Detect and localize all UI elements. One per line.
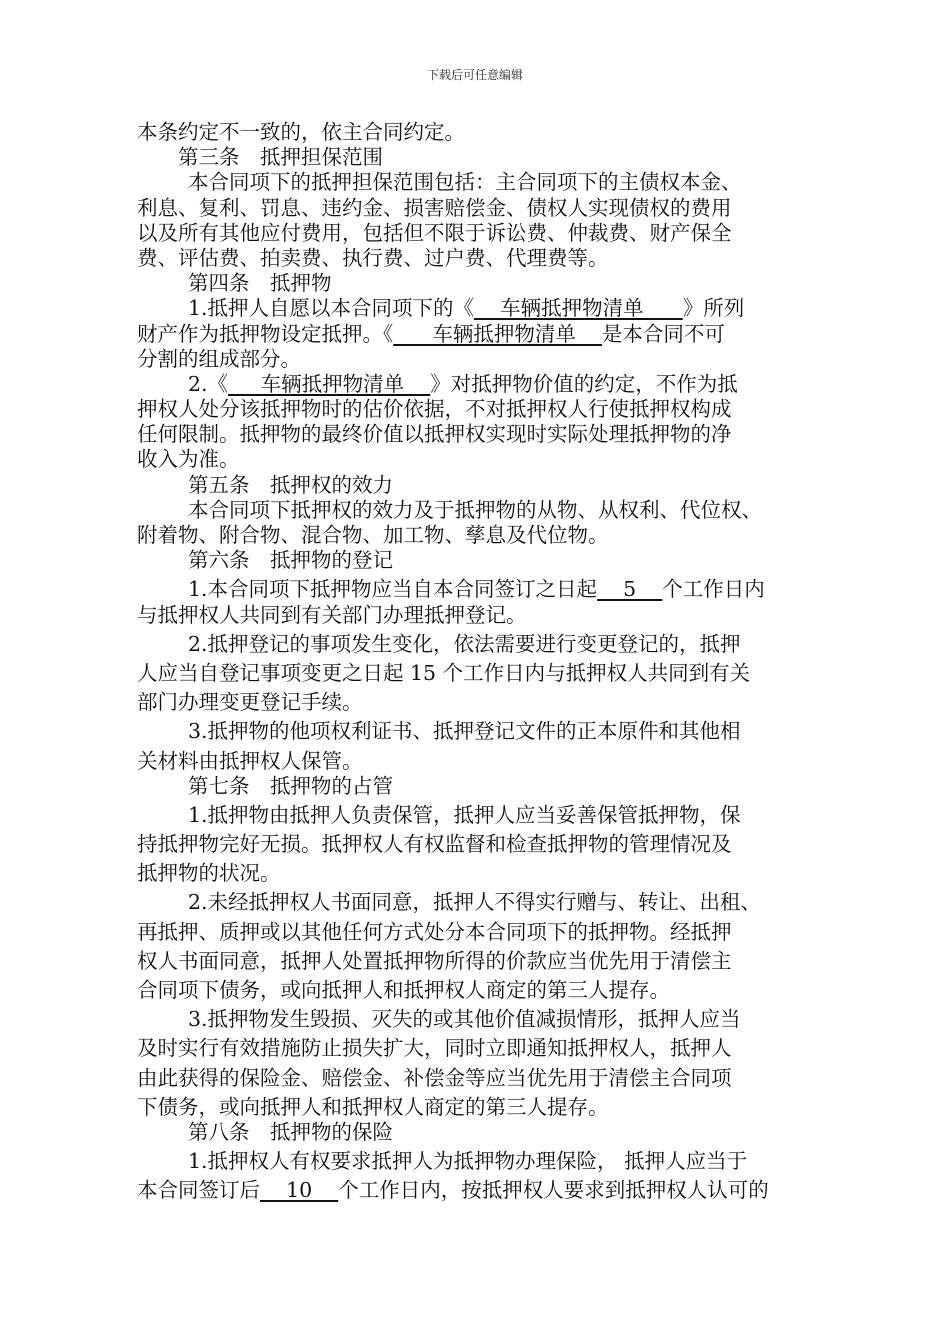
text-run: 人应当自登记事项变更之日起 15 个工作日内与抵押权人共同到有关 [137,660,751,685]
text-line [137,690,809,715]
text-line [137,322,809,347]
text-run: 收入为准。 [137,447,240,472]
text-run: 个工作日内，按抵押权人要求到抵押权人认可的 [338,1178,769,1203]
text-run: 任何限制。抵押物的最终价值以抵押权实现时实际处理抵押物的净 [137,422,732,447]
text-run: 》所列 [682,296,745,321]
text-run: 是本合同不可 [601,321,725,346]
text-line [137,719,809,744]
text-run: 利息、复利、罚息、违约金、损害赔偿金、债权人实现债权的费用 [137,195,732,220]
fill-in-blank: 5 [597,577,663,602]
text-run: 费、评估费、拍卖费、执行费、过户费、代理费等。 [137,245,609,270]
text-run: 及时实行有效措施防止损失扩大，同时立即通知抵押权人，抵押人 [137,1036,732,1061]
text-line [137,749,809,774]
text-line [137,221,809,246]
text-line [137,196,809,221]
text-line [137,1178,809,1203]
text-line [137,1036,809,1061]
text-run: 分割的组成部分。 [137,346,301,371]
text-run: 本合同签订后 [137,1178,260,1203]
text-line [137,1095,809,1120]
text-run: 1.本合同项下抵押物应当自本合同签订之日起 [188,577,598,602]
text-line [137,120,809,145]
fill-in-blank: 车辆抵押物清单 [228,371,431,396]
text-run: 本合同项下抵押权的效力及于抵押物的从物、从权利、代位权、 [188,497,762,522]
fill-in-blank: 车辆抵押物清单 [393,321,602,346]
text-line [137,577,809,602]
text-line [137,145,809,170]
text-line [137,548,809,573]
text-line [137,422,809,447]
text-run: 个工作日内 [662,577,765,602]
text-line [137,978,809,1003]
contract-body [137,120,809,1204]
text-run: 以及所有其他应付费用，包括但不限于诉讼费、仲裁费、财产保全 [137,220,732,245]
text-run: 2.抵押登记的事项发生变化，依法需要进行变更登记的，抵押 [188,631,741,656]
text-line [137,832,809,857]
text-line [137,246,809,271]
text-line [137,271,809,296]
text-run: 本条约定不一致的，依主合同约定。 [137,120,465,144]
text-run: 2.《 [188,371,229,396]
text-run: 3.抵押物发生毁损、灭失的或其他价值减损情形，抵押人应当 [188,1007,741,1032]
text-run: 权人书面同意，抵押人处置抵押物所得的价款应当优先用于清偿主 [137,948,732,973]
page-header: 下载后可任意编辑 [426,68,523,82]
text-line [137,632,809,657]
text-line [137,803,809,828]
text-run: 再抵押、质押或以其他任何方式处分本合同项下的抵押物。经抵押 [137,919,732,944]
text-run: 2.未经抵押权人书面同意，抵押人不得实行赠与、转让、出租、 [188,890,762,915]
text-run: 财产作为抵押物设定抵押。《 [137,321,394,346]
text-line [137,372,809,397]
text-line [137,603,809,628]
text-line [137,498,809,523]
text-line [137,949,809,974]
text-line [137,661,809,686]
text-run: 3.抵押物的他项权利证书、抵押登记文件的正本原件和其他相 [188,719,741,744]
text-line [137,1066,809,1091]
text-run: 本合同项下的抵押担保范围包括：主合同项下的主债权本金、 [188,170,742,195]
text-run: 》对抵押物价值的约定，不作为抵 [430,371,738,396]
text-run: 下债务，或向抵押人和抵押权人商定的第三人提存。 [137,1094,609,1119]
text-run: 关材料由抵押权人保管。 [137,748,363,773]
text-line [137,890,809,915]
text-line [137,296,809,321]
text-line [137,447,809,472]
text-line [137,920,809,945]
text-line [137,523,809,548]
text-run: 合同项下债务，或向抵押人和抵押权人商定的第三人提存。 [137,978,670,1002]
text-line [137,347,809,372]
text-line [137,1007,809,1032]
text-run: 附着物、附合物、混合物、加工物、孳息及代位物。 [137,523,609,547]
text-run: 1.抵押权人有权要求抵押人为抵押物办理保险， 抵押人应当于 [188,1149,748,1174]
text-run: 1.抵押物由抵押人负责保管，抵押人应当妥善保管抵押物，保 [188,802,741,827]
fill-in-blank: 10 [260,1178,339,1203]
text-run: 由此获得的保险金、赔偿金、补偿金等应当优先用于清偿主合同项 [137,1065,732,1090]
text-line [137,774,809,799]
text-run: 押权人处分该抵押物时的估价依据，不对抵押权人行使抵押权构成 [137,397,732,422]
text-run: 第三条 抵押担保范围 [178,145,383,170]
text-run: 第五条 抵押权的效力 [188,472,393,497]
text-line [137,473,809,498]
text-run: 第四条 抵押物 [188,271,332,296]
text-run: 第八条 抵押物的保险 [188,1119,393,1144]
text-run: 持抵押物完好无损。抵押权人有权监督和检查抵押物的管理情况及 [137,832,732,857]
text-line [137,397,809,422]
text-line [137,861,809,886]
text-run: 与抵押权人共同到有关部门办理抵押登记。 [137,602,527,627]
text-run: 第六条 抵押物的登记 [188,548,393,573]
text-run: 第七条 抵押物的占管 [188,773,393,798]
text-run: 抵押物的状况。 [137,861,281,886]
text-line [137,1149,809,1174]
text-run: 部门办理变更登记手续。 [137,690,363,715]
fill-in-blank: 车辆抵押物清单 [474,296,683,321]
text-line [137,1120,809,1145]
text-line [137,170,809,195]
text-run: 1.抵押人自愿以本合同项下的《 [188,296,475,321]
